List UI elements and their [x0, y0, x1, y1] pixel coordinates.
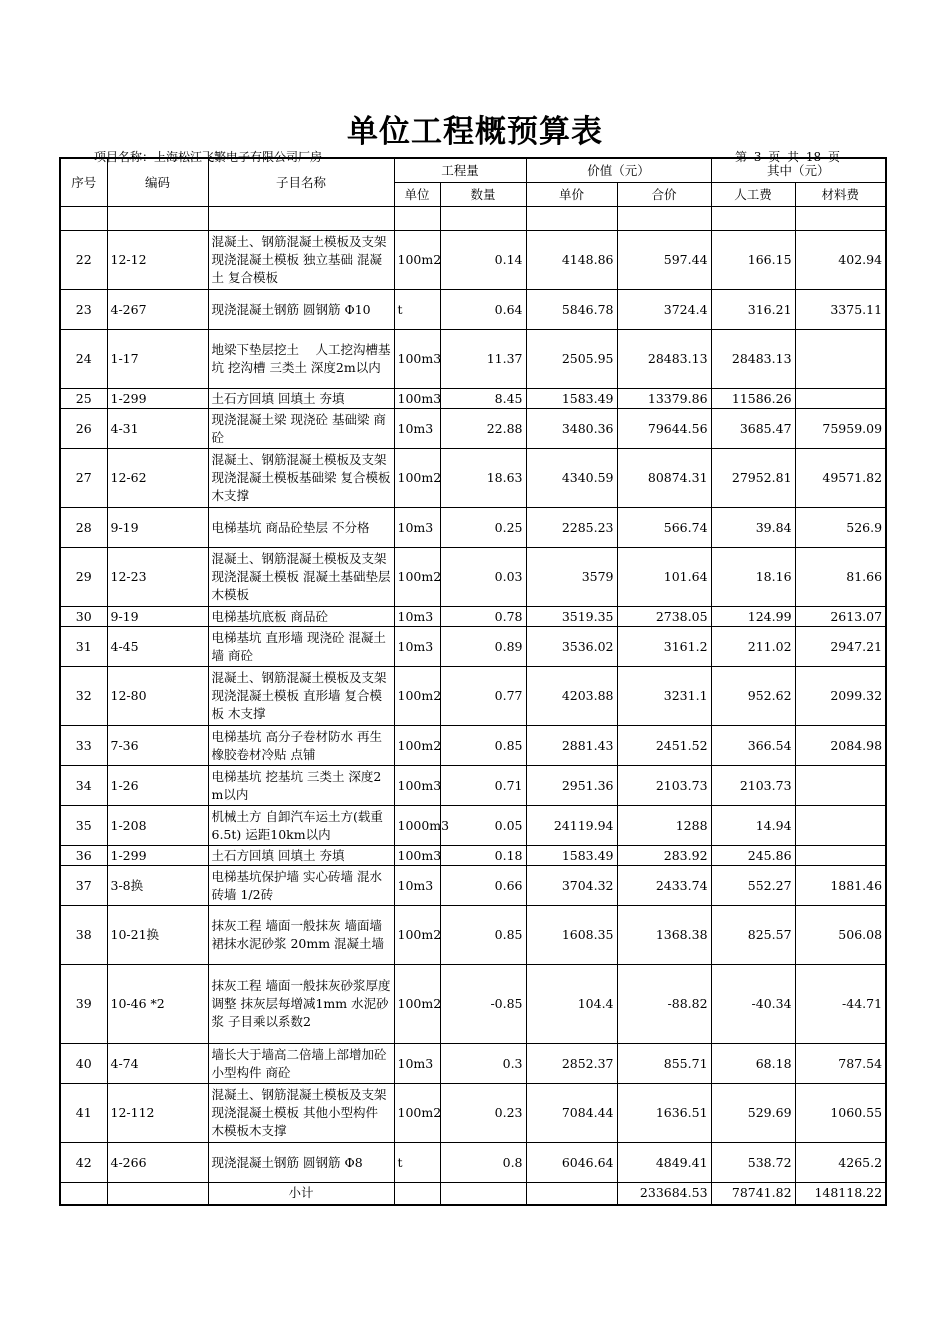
row-code: 1-17: [107, 330, 208, 389]
row-total: 2738.05: [617, 607, 711, 627]
row-total: 13379.86: [617, 389, 711, 409]
row-labor: 366.54: [711, 726, 795, 766]
table-row: [60, 1044, 886, 1084]
row-code: 12-12: [107, 231, 208, 290]
row-name: 电梯基坑底板 商品砼: [208, 607, 394, 627]
row-total: 283.92: [617, 846, 711, 866]
row-name: 墙长大于墙高二倍墙上部增加砼 小型构件 商砼: [208, 1044, 394, 1084]
row-seq: 22: [60, 231, 107, 290]
header-labor: 人工费: [711, 183, 795, 207]
row-seq: 29: [60, 548, 107, 607]
row-unit-price: 1583.49: [526, 389, 617, 409]
row-labor: 245.86: [711, 846, 795, 866]
row-qty: 0.8: [440, 1143, 526, 1183]
row-total: 2451.52: [617, 726, 711, 766]
subtotal-label: 小计: [208, 1183, 394, 1205]
row-seq: 28: [60, 508, 107, 548]
row-code: 10-21换: [107, 906, 208, 965]
table-row: [60, 965, 886, 1044]
row-name: 抹灰工程 墙面一般抹灰砂浆厚度调整 抹灰层每增减1mm 水泥砂浆 子目乘以系数2: [208, 965, 394, 1044]
table-row: [60, 667, 886, 726]
row-material: [795, 766, 886, 806]
row-total: 597.44: [617, 231, 711, 290]
row-labor: 27952.81: [711, 449, 795, 508]
row-qty: 0.85: [440, 906, 526, 965]
header-among-group: 其中（元）: [711, 158, 886, 183]
row-labor: 825.57: [711, 906, 795, 965]
row-material: [795, 330, 886, 389]
row-qty: 0.78: [440, 607, 526, 627]
budget-table: [59, 157, 887, 1206]
row-unit-price: 2881.43: [526, 726, 617, 766]
row-code: 4-31: [107, 409, 208, 449]
header-material: 材料费: [795, 183, 886, 207]
row-unit: 100m2: [394, 231, 440, 290]
header-seq: 序号: [60, 158, 107, 207]
row-name: 土石方回填 回填土 夯填: [208, 846, 394, 866]
row-name: 电梯基坑保护墙 实心砖墙 混水砖墙 1/2砖: [208, 866, 394, 906]
row-unit: 100m3: [394, 766, 440, 806]
row-material: 2613.07: [795, 607, 886, 627]
table-row: [60, 409, 886, 449]
row-total: 80874.31: [617, 449, 711, 508]
row-seq: 24: [60, 330, 107, 389]
table-row: [60, 508, 886, 548]
table-row: [60, 766, 886, 806]
row-code: 12-62: [107, 449, 208, 508]
row-qty: 22.88: [440, 409, 526, 449]
row-labor: 538.72: [711, 1143, 795, 1183]
table-row: [60, 548, 886, 607]
row-seq: 35: [60, 806, 107, 846]
row-qty: 0.3: [440, 1044, 526, 1084]
row-seq: 27: [60, 449, 107, 508]
row-total: 2103.73: [617, 766, 711, 806]
row-total: 79644.56: [617, 409, 711, 449]
row-unit: 10m3: [394, 1044, 440, 1084]
row-code: 12-112: [107, 1084, 208, 1143]
header-value-group: 价值（元）: [526, 158, 711, 183]
row-unit-price: 2285.23: [526, 508, 617, 548]
row-qty: -0.85: [440, 965, 526, 1044]
subtotal-unit: [394, 1183, 440, 1205]
row-material: [795, 846, 886, 866]
row-material: -44.71: [795, 965, 886, 1044]
row-seq: 38: [60, 906, 107, 965]
header-name: 子目名称: [208, 158, 394, 207]
row-name: 混凝土、钢筋混凝土模板及支架现浇混凝土模板 其他小型构件 木模板木支撑: [208, 1084, 394, 1143]
row-seq: 42: [60, 1143, 107, 1183]
table-row: [60, 627, 886, 667]
row-unit: 1000m3: [394, 806, 440, 846]
page-title: 单位工程概预算表: [347, 114, 603, 150]
row-material: 526.9: [795, 508, 886, 548]
table-body: [60, 207, 886, 1183]
row-code: 1-26: [107, 766, 208, 806]
row-total: 101.64: [617, 548, 711, 607]
row-material: 2099.32: [795, 667, 886, 726]
subtotal-labor: 78741.82: [711, 1183, 795, 1205]
row-qty: 0.03: [440, 548, 526, 607]
row-qty: 0.18: [440, 846, 526, 866]
row-unit: t: [394, 290, 440, 330]
row-name: 地梁下垫层挖土 人工挖沟槽基坑 挖沟槽 三类土 深度2m以内: [208, 330, 394, 389]
row-labor: 14.94: [711, 806, 795, 846]
row-name: 机械土方 自卸汽车运土方(载重6.5t) 运距10km以内: [208, 806, 394, 846]
row-unit: 10m3: [394, 409, 440, 449]
table-row: [60, 866, 886, 906]
table-row: [60, 607, 886, 627]
table-row: [60, 1084, 886, 1143]
row-seq: 40: [60, 1044, 107, 1084]
row-unit-price: 2951.36: [526, 766, 617, 806]
row-code: 9-19: [107, 607, 208, 627]
blank-row: [60, 207, 886, 231]
row-material: 402.94: [795, 231, 886, 290]
row-seq: 25: [60, 389, 107, 409]
row-seq: 39: [60, 965, 107, 1044]
row-total: -88.82: [617, 965, 711, 1044]
row-seq: 41: [60, 1084, 107, 1143]
row-unit-price: 3579: [526, 548, 617, 607]
table-row: [60, 806, 886, 846]
row-qty: 0.85: [440, 726, 526, 766]
row-qty: 0.14: [440, 231, 526, 290]
row-unit: 10m3: [394, 508, 440, 548]
row-total: 1636.51: [617, 1084, 711, 1143]
row-qty: 0.71: [440, 766, 526, 806]
row-qty: 0.77: [440, 667, 526, 726]
row-seq: 31: [60, 627, 107, 667]
row-name: 电梯基坑 直形墙 现浇砼 混凝土墙 商砼: [208, 627, 394, 667]
row-total: 3231.1: [617, 667, 711, 726]
row-unit-price: 4148.86: [526, 231, 617, 290]
subtotal-seq: [60, 1183, 107, 1205]
row-unit-price: 104.4: [526, 965, 617, 1044]
row-qty: 8.45: [440, 389, 526, 409]
row-unit: 100m3: [394, 389, 440, 409]
project-name: 项目名称：上海松江飞繁电子有限公司厂房: [94, 150, 323, 164]
row-name: 电梯基坑 商品砼垫层 不分格: [208, 508, 394, 548]
row-labor: 11586.26: [711, 389, 795, 409]
page-info: 第 3 页 共 18 页: [735, 150, 840, 164]
row-labor: 211.02: [711, 627, 795, 667]
row-name: 现浇混凝土钢筋 圆钢筋 Φ8: [208, 1143, 394, 1183]
row-unit-price: 3536.02: [526, 627, 617, 667]
row-name: 现浇混凝土钢筋 圆钢筋 Φ10: [208, 290, 394, 330]
row-name: 混凝土、钢筋混凝土模板及支架现浇混凝土模板 混凝土基础垫层 木模板: [208, 548, 394, 607]
row-name: 现浇混凝土梁 现浇砼 基础梁 商砼: [208, 409, 394, 449]
table-row: [60, 1143, 886, 1183]
header-code: 编码: [107, 158, 208, 207]
table-row: [60, 726, 886, 766]
row-total: 2433.74: [617, 866, 711, 906]
row-name: 混凝土、钢筋混凝土模板及支架现浇混凝土模板 直形墙 复合模板 木支撑: [208, 667, 394, 726]
row-material: 1881.46: [795, 866, 886, 906]
row-material: 1060.55: [795, 1084, 886, 1143]
row-unit: 100m2: [394, 449, 440, 508]
row-material: 81.66: [795, 548, 886, 607]
row-unit: 100m2: [394, 726, 440, 766]
row-unit: 10m3: [394, 627, 440, 667]
row-seq: 37: [60, 866, 107, 906]
row-qty: 0.25: [440, 508, 526, 548]
row-labor: 552.27: [711, 866, 795, 906]
table-row: [60, 290, 886, 330]
row-unit: 100m2: [394, 1084, 440, 1143]
row-code: 1-208: [107, 806, 208, 846]
row-unit: 100m3: [394, 846, 440, 866]
row-seq: 36: [60, 846, 107, 866]
row-seq: 34: [60, 766, 107, 806]
row-unit: 10m3: [394, 607, 440, 627]
row-material: 2947.21: [795, 627, 886, 667]
row-labor: 3685.47: [711, 409, 795, 449]
row-name: 混凝土、钢筋混凝土模板及支架现浇混凝土模板基础梁 复合模板 木支撑: [208, 449, 394, 508]
header-total: 合价: [617, 183, 711, 207]
row-material: 506.08: [795, 906, 886, 965]
row-qty: 0.23: [440, 1084, 526, 1143]
row-labor: 2103.73: [711, 766, 795, 806]
row-material: 787.54: [795, 1044, 886, 1084]
row-name: 土石方回填 回填土 夯填: [208, 389, 394, 409]
row-material: 75959.09: [795, 409, 886, 449]
row-unit-price: 3519.35: [526, 607, 617, 627]
subtotal-total: 233684.53: [617, 1183, 711, 1205]
row-qty: 0.89: [440, 627, 526, 667]
header-qty: 数量: [440, 183, 526, 207]
subtotal-material: 148118.22: [795, 1183, 886, 1205]
subtotal-code: [107, 1183, 208, 1205]
row-unit-price: 6046.64: [526, 1143, 617, 1183]
row-code: 12-23: [107, 548, 208, 607]
row-unit-price: 3480.36: [526, 409, 617, 449]
row-seq: 26: [60, 409, 107, 449]
header-quantity-group: 工程量: [394, 158, 526, 183]
row-total: 3161.2: [617, 627, 711, 667]
row-material: 49571.82: [795, 449, 886, 508]
row-unit-price: 5846.78: [526, 290, 617, 330]
row-unit: 10m3: [394, 866, 440, 906]
row-qty: 0.05: [440, 806, 526, 846]
row-unit-price: 7084.44: [526, 1084, 617, 1143]
row-qty: 0.64: [440, 290, 526, 330]
row-code: 1-299: [107, 389, 208, 409]
row-unit-price: 4340.59: [526, 449, 617, 508]
row-seq: 32: [60, 667, 107, 726]
row-material: 2084.98: [795, 726, 886, 766]
row-name: 混凝土、钢筋混凝土模板及支架现浇混凝土模板 独立基础 混凝土 复合模板: [208, 231, 394, 290]
row-labor: 952.62: [711, 667, 795, 726]
row-total: 1288: [617, 806, 711, 846]
subtotal-price: [526, 1183, 617, 1205]
row-labor: 68.18: [711, 1044, 795, 1084]
header-unit-price: 单价: [526, 183, 617, 207]
row-total: 855.71: [617, 1044, 711, 1084]
row-seq: 23: [60, 290, 107, 330]
row-qty: 18.63: [440, 449, 526, 508]
row-code: 4-45: [107, 627, 208, 667]
subtotal-row: [60, 1183, 886, 1205]
row-name: 电梯基坑 高分子卷材防水 再生橡胶卷材冷贴 点铺: [208, 726, 394, 766]
row-unit: 100m3: [394, 330, 440, 389]
row-labor: 316.21: [711, 290, 795, 330]
table-row: [60, 389, 886, 409]
row-unit: 100m2: [394, 548, 440, 607]
row-code: 1-299: [107, 846, 208, 866]
table-row: [60, 846, 886, 866]
row-material: 3375.11: [795, 290, 886, 330]
row-labor: 124.99: [711, 607, 795, 627]
row-code: 9-19: [107, 508, 208, 548]
row-unit-price: 3704.32: [526, 866, 617, 906]
row-total: 3724.4: [617, 290, 711, 330]
subtotal-qty: [440, 1183, 526, 1205]
row-labor: 529.69: [711, 1084, 795, 1143]
row-unit-price: 1608.35: [526, 906, 617, 965]
row-unit-price: 2852.37: [526, 1044, 617, 1084]
row-unit: 100m2: [394, 667, 440, 726]
row-unit: t: [394, 1143, 440, 1183]
row-unit-price: 24119.94: [526, 806, 617, 846]
table-row: [60, 906, 886, 965]
row-unit-price: 2505.95: [526, 330, 617, 389]
row-material: [795, 806, 886, 846]
row-total: 28483.13: [617, 330, 711, 389]
row-labor: -40.34: [711, 965, 795, 1044]
table-row: [60, 330, 886, 389]
row-unit-price: 4203.88: [526, 667, 617, 726]
row-seq: 33: [60, 726, 107, 766]
row-labor: 18.16: [711, 548, 795, 607]
row-qty: 11.37: [440, 330, 526, 389]
row-material: 4265.2: [795, 1143, 886, 1183]
row-name: 电梯基坑 挖基坑 三类土 深度2m以内: [208, 766, 394, 806]
header-unit: 单位: [394, 183, 440, 207]
row-code: 4-267: [107, 290, 208, 330]
row-unit: 100m2: [394, 965, 440, 1044]
row-seq: 30: [60, 607, 107, 627]
row-unit: 100m2: [394, 906, 440, 965]
row-code: 10-46 *2: [107, 965, 208, 1044]
row-qty: 0.66: [440, 866, 526, 906]
row-code: 4-266: [107, 1143, 208, 1183]
row-labor: 28483.13: [711, 330, 795, 389]
row-labor: 39.84: [711, 508, 795, 548]
row-code: 3-8换: [107, 866, 208, 906]
table-row: [60, 449, 886, 508]
row-total: 566.74: [617, 508, 711, 548]
row-code: 12-80: [107, 667, 208, 726]
row-total: 1368.38: [617, 906, 711, 965]
row-total: 4849.41: [617, 1143, 711, 1183]
row-labor: 166.15: [711, 231, 795, 290]
row-unit-price: 1583.49: [526, 846, 617, 866]
row-name: 抹灰工程 墙面一般抹灰 墙面墙裙抹水泥砂浆 20mm 混凝土墙: [208, 906, 394, 965]
row-material: [795, 389, 886, 409]
row-code: 4-74: [107, 1044, 208, 1084]
table-row: [60, 231, 886, 290]
row-code: 7-36: [107, 726, 208, 766]
